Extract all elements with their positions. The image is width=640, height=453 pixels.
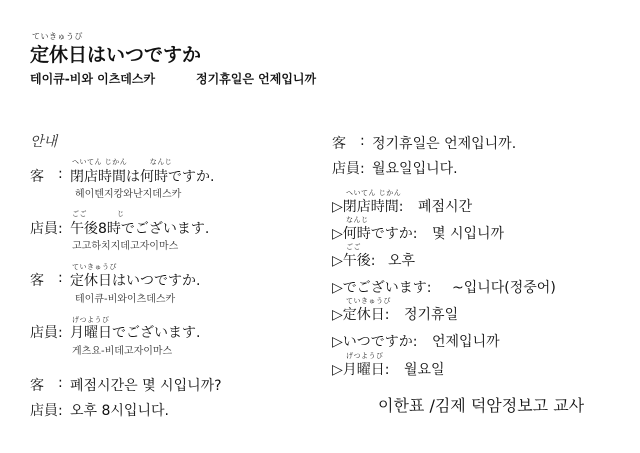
vocab-term: ▷午後:: [332, 253, 376, 269]
vocab-term: ▷定休日:: [332, 307, 390, 323]
vocab-ruby: なんじ: [346, 216, 369, 224]
dialogue-speaker: 店員:: [30, 325, 63, 341]
vocab-term: ▷いつですか:: [332, 334, 418, 350]
vocab-ruby: へいてん じかん: [346, 189, 402, 197]
translation-colon: :: [58, 375, 63, 391]
translation-speaker: 客: [30, 378, 44, 394]
vocab-ruby: げつようび: [346, 352, 384, 360]
vocab-meaning: ~입니다(정중어): [452, 280, 556, 296]
dialogue-speaker: 店員:: [30, 221, 63, 237]
dialogue-text: 午後8時でございます.: [70, 221, 210, 237]
guide-label: 안내: [30, 134, 58, 150]
vocab-ruby: ごご: [346, 243, 361, 251]
translation-text: 폐점시간은 몇 시입니까?: [70, 378, 222, 394]
vocab-meaning: 폐점시간: [418, 199, 473, 215]
dialogue-reading: 게츠요-비데고자이마스: [72, 346, 173, 357]
right-text: 정기휴일은 언제입니까.: [372, 136, 517, 152]
right-text: 월요일입니다.: [372, 161, 458, 177]
page-title: 定休日はいつですか: [30, 44, 202, 66]
title-meaning: 정기휴일은 언제입니까: [196, 72, 317, 86]
vocab-meaning: 정기휴일: [404, 307, 459, 323]
right-colon: :: [360, 133, 365, 149]
vocab-term: ▷月曜日:: [332, 362, 390, 378]
dialogue-reading: 헤이텐지캉와난지데스카: [75, 189, 182, 200]
dialogue-ruby: へいてん じかん なんじ: [72, 158, 173, 166]
dialogue-ruby: げつようび: [72, 316, 110, 324]
title-reading: 테이큐-비와 이츠데스카: [30, 72, 156, 86]
dialogue-text: 定休日はいつですか.: [70, 273, 201, 289]
dialogue-colon: :: [58, 166, 63, 182]
dialogue-ruby: ていきゅうび: [72, 263, 117, 271]
dialogue-reading: 고고하치지데고자이마스: [72, 241, 179, 252]
dialogue-reading: 테이큐-비와이츠데스카: [75, 294, 176, 305]
dialogue-text: 月曜日でございます.: [70, 325, 201, 341]
vocab-meaning: 월요일: [404, 362, 445, 378]
dialogue-text: 閉店時間は何時ですか.: [70, 169, 215, 185]
right-speaker: 店員:: [332, 161, 365, 177]
dialogue-colon: :: [58, 270, 63, 286]
translation-speaker: 店員:: [30, 403, 63, 419]
title-ruby: ていきゅうび: [32, 32, 83, 41]
vocab-term: ▷でございます:: [332, 280, 432, 296]
vocab-meaning: 몇 시입니까: [432, 226, 505, 242]
author-signature: 이한표 /김제 덕암정보고 교사: [378, 396, 585, 415]
dialogue-ruby: ごご じ: [72, 210, 125, 218]
right-speaker: 客: [332, 136, 346, 152]
vocab-meaning: 오후: [388, 253, 416, 269]
dialogue-speaker: 客: [30, 273, 44, 289]
vocab-term: ▷何時ですか:: [332, 226, 418, 242]
vocab-ruby: ていきゅうび: [346, 297, 391, 305]
translation-text: 오후 8시입니다.: [70, 403, 169, 419]
dialogue-speaker: 客: [30, 169, 44, 185]
vocab-meaning: 언제입니까: [432, 334, 500, 350]
vocab-term: ▷閉店時間:: [332, 199, 404, 215]
